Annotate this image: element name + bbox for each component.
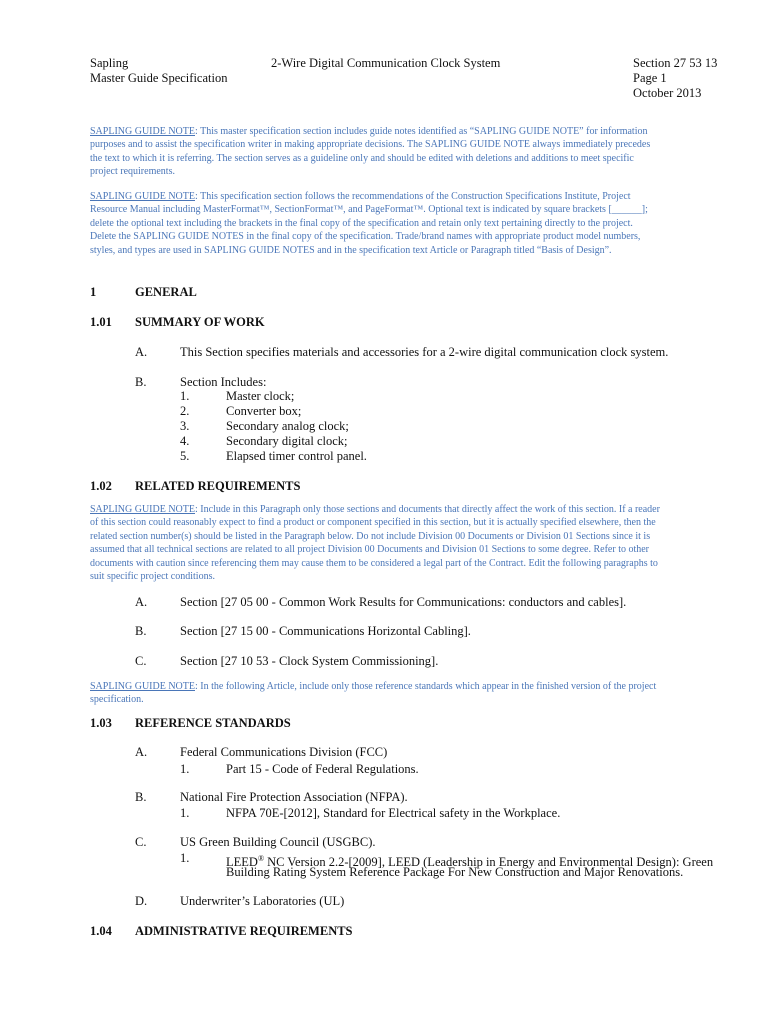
paragraph-letter: C. [135, 654, 147, 668]
paragraph-text: This Section specifies materials and accessories for a 2-wire digital communication clock system. [180, 345, 669, 359]
list-item-text-continued: Building Rating System Reference Package For New Construction and Major Renovations. [226, 865, 684, 879]
section-number: 1 [90, 285, 97, 299]
list-item-text: Secondary analog clock; [226, 419, 349, 433]
list-item-number: 5. [180, 449, 190, 463]
list-item-text: Part 15 - Code of Federal Regulations. [226, 762, 419, 776]
header-company: Sapling [90, 56, 129, 70]
list-item-number: 1. [180, 389, 190, 403]
paragraph-letter: B. [135, 375, 147, 389]
paragraph-letter: A. [135, 745, 148, 759]
article-heading-standards: REFERENCE STANDARDS [135, 716, 291, 730]
paragraph-text: US Green Building Council (USGBC). [180, 835, 376, 849]
paragraph-letter: D. [135, 894, 148, 908]
paragraph-text: Section Includes: [180, 375, 267, 389]
guide-note-label: SAPLING GUIDE NOTE [90, 126, 195, 137]
paragraph-letter: A. [135, 345, 148, 359]
guide-note-4: SAPLING GUIDE NOTE: In the following Article, include only those reference standards which appear in the finished version of the project specification. [90, 681, 657, 706]
article-number: 1.03 [90, 716, 112, 730]
article-number: 1.04 [90, 924, 112, 938]
guide-note-1: SAPLING GUIDE NOTE: This master specification section includes guide notes identified as “SAPLING GUIDE NOTE” for information purposes and to assist the specification writer in making appropriate decisions. The SAPLING GUIDE NOTE always immediately precedes the text to which it is referring. The section serves as a guideline only and should be edited with deletions and additions to meet specific project requirements. [90, 126, 651, 178]
paragraph-letter: B. [135, 624, 147, 638]
list-item-number: 3. [180, 419, 190, 433]
header-section-number: Section 27 53 13 [633, 56, 718, 70]
guide-note-label: SAPLING GUIDE NOTE [90, 191, 195, 202]
paragraph-text: Federal Communications Division (FCC) [180, 745, 388, 759]
article-heading-summary: SUMMARY OF WORK [135, 315, 265, 329]
paragraph-letter: B. [135, 790, 147, 804]
list-item-text: Secondary digital clock; [226, 434, 348, 448]
paragraph-text: National Fire Protection Association (NFPA). [180, 790, 408, 804]
paragraph-text: Underwriter’s Laboratories (UL) [180, 894, 345, 908]
section-heading-general: GENERAL [135, 285, 197, 299]
header-date: October 2013 [633, 86, 702, 100]
header-doc-type: Master Guide Specification [90, 71, 228, 85]
header-page-number: Page 1 [633, 71, 667, 85]
list-item-text: Elapsed timer control panel. [226, 449, 367, 463]
list-item-number: 4. [180, 434, 190, 448]
paragraph-letter: A. [135, 595, 148, 609]
guide-note-2: SAPLING GUIDE NOTE: This specification section follows the recommendations of the Construction Specifications Institute, Project Resource Manual including MasterFormat™, SectionFormat™, and PageFormat™. Optional text is indicated by square brackets [______]; delete the optional text including the brackets in the final copy of the specification and retain only text pertaining directly to the project. Delete the SAPLING GUIDE NOTES in the final copy of the specification. Trade/brand names with appropriate product model numbers, styles, and types are used in SAPLING GUIDE NOTES and in the specification text Article or Paragraph titled “Basis of Design”. [90, 191, 648, 256]
guide-note-label: SAPLING GUIDE NOTE [90, 681, 195, 692]
paragraph-text: Section [27 10 53 - Clock System Commissioning]. [180, 654, 439, 668]
list-item-text: NFPA 70E-[2012], Standard for Electrical safety in the Workplace. [226, 806, 561, 820]
list-item-number: 1. [180, 762, 190, 776]
guide-note-3: SAPLING GUIDE NOTE: Include in this Paragraph only those sections and documents that directly affect the work of this section. If a reader of this section could reasonably expect to find a product or component specified in this section, but it is actually specified elsewhere, then the related section number(s) should be listed in the Paragraph below. Do not include Division 00 Documents or Division 01 Sections since it is assumed that all technical sections are related to all project Division 00 Documents and Division 01 Sections to some degree. Refer to other documents with caution since referencing them may cause them to be considered a legal part of the Contract. Edit the following paragraphs to suit specific project conditions. [90, 504, 660, 583]
paragraph-text: Section [27 15 00 - Communications Horizontal Cabling]. [180, 624, 471, 638]
list-item-text: LEED® NC Version 2.2-[2009], LEED (Leadership in Energy and Environmental Design): Green [226, 854, 714, 870]
article-number: 1.02 [90, 479, 112, 493]
list-item-number: 2. [180, 404, 190, 418]
list-item-text: Master clock; [226, 389, 295, 403]
list-item-number: 1. [180, 851, 190, 865]
list-item-text: Converter box; [226, 404, 302, 418]
guide-note-label: SAPLING GUIDE NOTE [90, 504, 195, 515]
article-heading-administrative: ADMINISTRATIVE REQUIREMENTS [135, 924, 353, 938]
header-title: 2-Wire Digital Communication Clock System [271, 56, 501, 70]
paragraph-letter: C. [135, 835, 147, 849]
article-number: 1.01 [90, 315, 112, 329]
article-heading-related: RELATED REQUIREMENTS [135, 479, 301, 493]
list-item-number: 1. [180, 806, 190, 820]
paragraph-text: Section [27 05 00 - Common Work Results for Communications: conductors and cables]. [180, 595, 627, 609]
